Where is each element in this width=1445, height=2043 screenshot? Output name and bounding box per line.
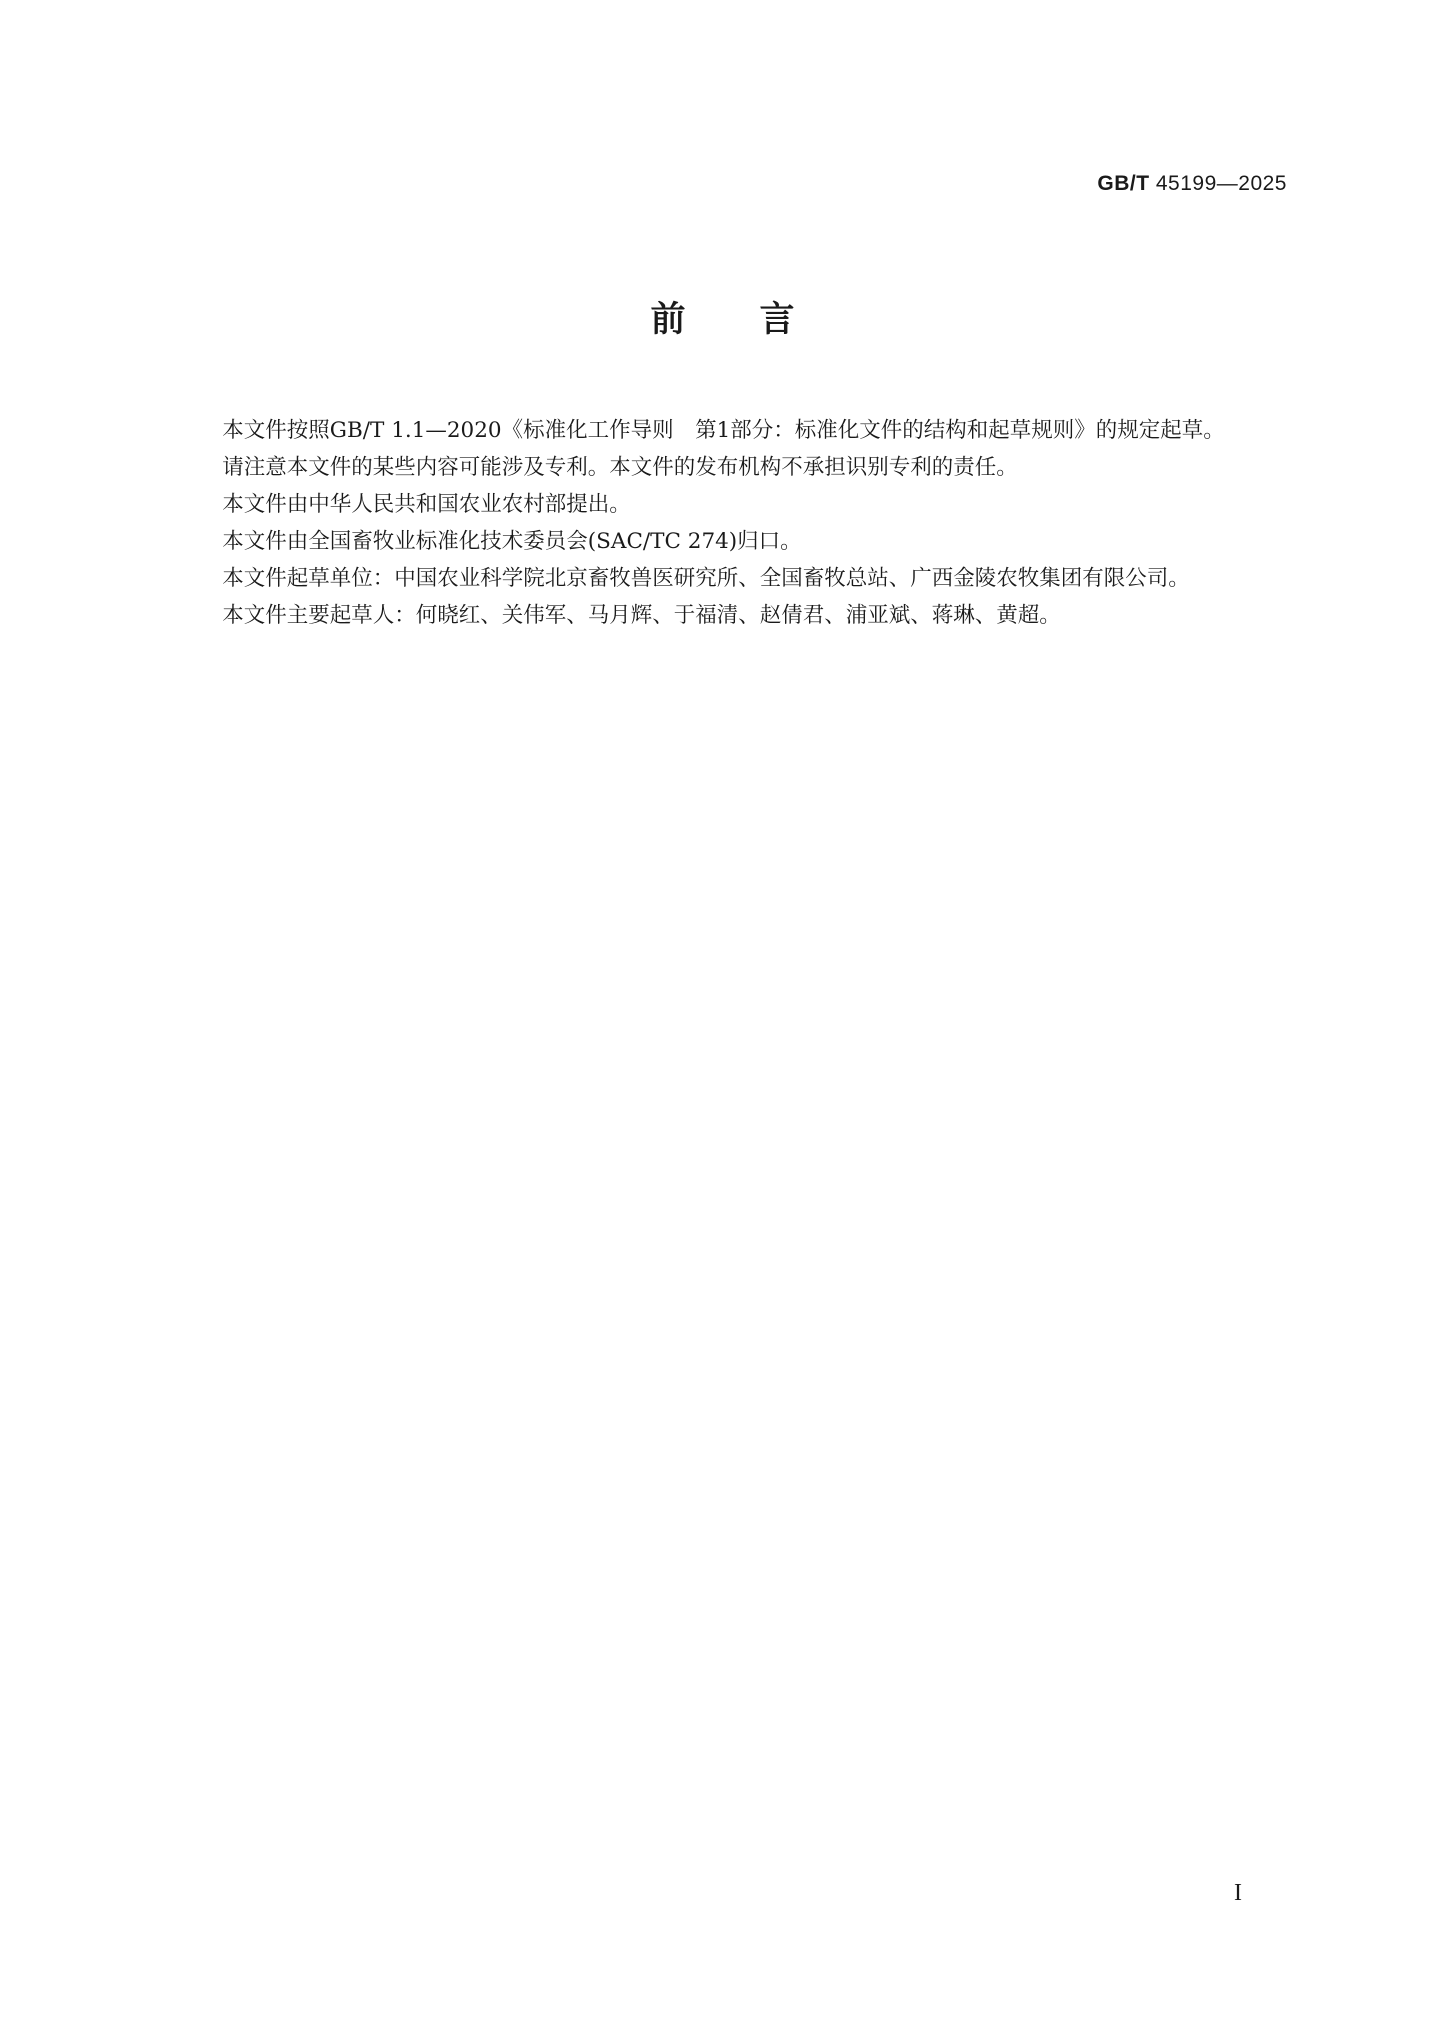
foreword-body [175,412,1293,634]
paragraph-drafting-rules: 本文件按照GB/T 1.1—2020《标准化工作导则 第1部分：标准化文件的结构和起草规则》的规定起草。 [222,418,1225,443]
standard-code [1097,172,1287,196]
paragraph-drafting-units: 本文件起草单位：中国农业科学院北京畜牧兽医研究所、全国畜牧总站、广西金陵农牧集团有限公司。 [222,566,1190,591]
paragraph-patent-notice: 请注意本文件的某些内容可能涉及专利。本文件的发布机构不承担识别专利的责任。 [222,455,1018,480]
standard-prefix: GB/T [1097,172,1150,195]
paragraph-under-jurisdiction: 本文件由全国畜牧业标准化技术委员会(SAC/TC 274)归口。 [222,529,802,554]
standard-number: 45199—2025 [1155,172,1287,195]
page-number: I [1234,1880,1242,1906]
paragraph-drafters: 本文件主要起草人：何晓红、关伟军、马月辉、于福清、赵倩君、浦亚斌、蒋琳、黄超。 [222,603,1061,628]
page-title: 前言 [650,300,869,340]
paragraph-proposed-by: 本文件由中华人民共和国农业农村部提出。 [222,492,631,517]
